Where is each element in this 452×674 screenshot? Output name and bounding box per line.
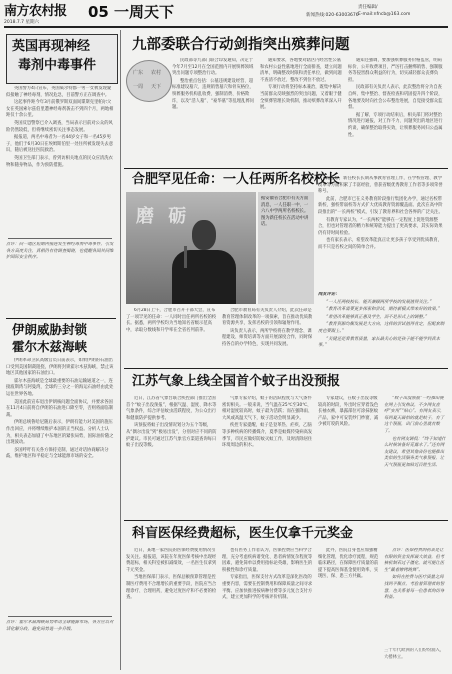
- story-paragraph: 通知要求，各地要对辖区内经营性公墓和农村公益性墓地进行全面排查，建立问题清单，明确整改时限和责任单位，做到问题不查清不放过、整改不到位不放过。: [260, 58, 342, 83]
- sidebar-paragraph: “教育改革需要更多探索和尝试，期待新模式带来好的效果。”: [326, 307, 441, 313]
- story-paragraph: 这起事件距今年3月前俄罗斯双面间谍斯克里帕尔父女在英国索尔兹伯里遭神经毒剂袭击不到四个月，两地相距仅十余公里。: [6, 100, 114, 119]
- story-paragraph: 据报道，两名中毒者为一名44岁女子和一名45岁男子，他们于6月30日在埃姆斯伯里一处住所被发现失去意识，随后被送往医院救治。: [6, 135, 114, 154]
- main-story-col-1: [172, 58, 256, 164]
- jiangsu-col-3: [318, 396, 380, 514]
- story-paragraph: 气象专家介绍，蚊子的活跃程度与天气条件密切相关。一般来说，当气温在25℃至30℃、相对湿度较高时，蚊子最为活跃；而在强降雨、大风或高温天气下，蚊子活动会明显减少。: [222, 396, 313, 421]
- jiangsu-headline: 江苏气象上线全国首个蚊子出没预报: [132, 374, 341, 389]
- story-paragraph: 近日，江苏省气象台联合疾控部门推出全国首个“蚊子出没预报”，根据气温、湿度、降水等气象条件，综合评估蚊虫活跃程度，为公众出行和健康防护提供参考。: [126, 396, 217, 421]
- story-paragraph: 有教育专家认为，“一长两校”能够在一定程度上促进资源整合，但也对管理者的精力和统筹能力提出了更高要求，其实际效果仍有待时间检验。: [318, 217, 443, 236]
- left-headline-1a: 英国再现神经: [12, 39, 91, 54]
- story-paragraph: 据了解，新任校长长期从事教育管理工作，在学校管理、教学改革等方面积累了丰富经验，曾获省级优秀教育工作者等多项荣誉称号。: [318, 176, 443, 195]
- sidebar-paragraph: 点评：医保控费的初衷是让有限的资金发挥最大效益，但考核机制若过于僵化，就可能让医生“戴着镣铐跳舞”。: [384, 548, 445, 573]
- sidebar-paragraph: 如何在控费与医疗质量之间找到平衡点，考验着管理者的智慧，也关系着每一位患者的切身利益。: [384, 575, 445, 601]
- story-paragraph: 近日，某地一家医院的医保经费使用情况引发关注。据报道，该院在年度医保考核中出现经费超标，相关科室被扣减绩效，一名医生仅拿到千元奖金。: [126, 548, 217, 573]
- jiangsu-col-1: [126, 396, 218, 514]
- sidebar-paragraph: 也有网友调侃：“终于知道什么时候该备好花露水了。”还有网友建议，希望其他省份也能推出类似的生活服务类气象预报，让天气预报更加贴近百姓生活。: [384, 436, 446, 468]
- left-headline-2a: 伊朗威胁封锁: [12, 322, 88, 337]
- hefei-headline: 合肥罕见任命：一人任两所名校校长: [132, 172, 341, 187]
- story-paragraph: 伊朗总统鲁哈尼随后表示，伊朗有能力对美国的施压作出回应，并将继续维护本国的正当权益。分析人士认为，相关表态加剧了中东地区的紧张局势，国际油价随之出现波动。: [6, 420, 114, 446]
- footer-caption: 三十年代欧洲的人们纷纷涌入，大楼林立。: [384, 648, 445, 660]
- microphone: [184, 246, 187, 268]
- left-divider-1: [8, 238, 112, 239]
- hefei-photo: [126, 192, 256, 304]
- masthead-date: 2018.7.7 星期六: [4, 20, 39, 25]
- story-paragraph: 霍尔木兹海峡是全球最重要的石油运输通道之一，连接波斯湾与阿曼湾，全球约三分之一的海运石油经由此处运往世界各地。: [6, 378, 114, 397]
- seal-text: 天下: [151, 84, 162, 90]
- section-rule-2: [124, 368, 448, 369]
- science-col-1: [126, 548, 218, 668]
- story-paragraph: 整治重点包括：公墓违规建设经营、超标准建设墓穴、违规销售墓穴和骨灰格位，殡葬服务机构乱收费、强制消费、价格欺诈，以及“活人墓”、“豪华墓”等乱埋乱葬问题。: [172, 78, 254, 111]
- hefei-col-2: [222, 308, 314, 364]
- story-paragraph: 民政部等九部门联合印发通知，决定于今年7月至12月在全国范围内开展殡葬领域突出问题专项整治行动。: [172, 58, 254, 77]
- story-paragraph: 英国卫生部门表示，曾到访相关地点的民众应清洗衣物和随身物品，作为预防措施。: [6, 155, 113, 168]
- sidebar-paragraph: “希望改革能够真正惠及学生，而不是形式上的调整。”: [326, 314, 428, 320]
- story-paragraph: 英国警方4日宣布，英国威尔特郡一男一女被发现疑似接触了神经毒剂，情况危急，目前警方正在调查中。: [6, 86, 112, 98]
- section-title: 一周天下: [114, 3, 175, 21]
- left-editorial-2: 点评：霍尔木兹海峡局势牵动全球能源市场，各方应以对话化解分歧，避免局势进一步升级。: [6, 620, 114, 632]
- speaker-head: [192, 220, 216, 250]
- jiangsu-sidebar: [384, 396, 446, 514]
- photo-background-sign: 磨 砺: [136, 206, 191, 227]
- story-paragraph: 也有家长表示，希望改革能真正让更多孩子享受到优质教育，而不只是名校之间的简单合并。: [318, 238, 443, 250]
- story-paragraph: 此前，合肥市已在义务教育阶段推行集团化办学，通过名校带新校、强校带弱校等方式扩大优质教育资源覆盖面。此次在高中阶段推出的“一长两校”模式，引发了教育界和社会各界的广泛关注。: [318, 196, 443, 215]
- story-paragraph: 多国呼吁有关各方保持克制，通过对话协商解决分歧，维护地区和平稳定与全球能源市场的安全。: [6, 447, 109, 460]
- section-rule-3: [124, 520, 448, 521]
- page-number: 05: [88, 3, 109, 21]
- left-section-rule: [6, 318, 116, 319]
- story-paragraph: 专家建议，在蚊子出没等级较高的时段，外出时应穿着浅色长袖衣裤，暴露部位可涂抹驱蚊产品，家中可安装纱门纱窗，减少被叮咬的风险。: [318, 396, 379, 428]
- left-headline-1b: 毒剂中毒事件: [18, 58, 97, 73]
- email-line: E-mail:nfncb@163.com: [358, 12, 411, 17]
- left-story-1: [6, 86, 114, 236]
- story-paragraph: 民政部有关负责人表示，此次整治将分为自查自纠、集中整治、督查检查和巩固提升四个阶段，各地要及时向社会公布整治进展，自觉接受群众监督。: [348, 85, 443, 111]
- story-paragraph: 当地医保部门表示，医保总额预算管理是控制医疗费用不合理增长的重要手段，医院应当合理诊疗、合理用药，避免过度医疗和不必要的检查。: [126, 575, 217, 601]
- masthead-rule: [4, 26, 448, 28]
- sidebar-paragraph: “蚊子出没预报”一经推出便在网上引发热议，不少网友直呼“实用”“贴心”。有网友表示，每到夏天最怕的就是蚊子，有了这个预报，出门前心里就有数了。: [384, 396, 445, 434]
- story-paragraph: 该预报将蚊子出没情况划分为五个等级，从“偶尔出没”到“极易出没”，分别对应不同的防护建议。市民可通过江苏气象官方渠道查询每日蚊子出没等级。: [126, 423, 217, 449]
- story-paragraph: 此外，医院自身也应加强精细化管理，优化诊疗流程，规范临床路径，在保障医疗质量的前提下提高医保基金使用效率，实现医、保、患三方共赢。: [318, 548, 379, 580]
- science-sidebar: [384, 548, 446, 644]
- story-paragraph: 专家指出，医保支付方式改革是深化医改的重要内容，需要在控制费用和保障质量之间寻求平衡。应加快推进按病种付费等多元复合支付方式，建立更加科学的考核评价机制。: [222, 575, 313, 601]
- left-divider-2: [8, 616, 112, 617]
- seal-text: 广东: [133, 70, 144, 76]
- story-paragraph: 该负责人表示，两所学校将在教学理念、课程建设、师资培训等方面开展深度合作，同时保持各自的办学特色，实现共同发展。: [222, 328, 313, 347]
- story-paragraph: 通知还强调，要加强殡葬服务价格监管，明码标价、公开收费项目，严厉打击捆绑销售、强制服务等侵害群众利益的行为，切实减轻群众丧葬负担。: [348, 58, 443, 83]
- story-paragraph: 美国此前宣布退出伊朗核问题全面协议，并要求各国在11月4日前将自伊朗的石油进口降至零，否则将面临制裁。: [6, 399, 114, 418]
- story-paragraph: 据了解，专项行动结束后，相关部门将对整治情况进行通报，对工作不力、问题突出的地区进行约谈，确保整治取得实效，让殡葬服务回归公益属性。: [348, 112, 443, 138]
- story-paragraph: 疾控专家提醒，蚊子是登革热、疟疾、乙脑等多种疾病的传播媒介，夏季是蚊媒传染病高发季节，市民应做好防蚊灭蚊工作，及时清除居住环境周边的积水。: [222, 423, 313, 449]
- jiangsu-col-2: [222, 396, 314, 514]
- sidebar-paragraph: “一人任两校校长，能否兼顾两所学校的发展值得关注。”: [326, 299, 432, 305]
- left-story-2: [6, 358, 114, 610]
- left-column-rule: [120, 30, 121, 670]
- main-story-col-3: [348, 58, 446, 164]
- story-paragraph: 专项行动将坚持标本兼治，既集中解决当前群众反映强烈的突出问题，又着眼于健全殡葬管理长效机制，推动殡葬改革深入开展。: [260, 85, 342, 111]
- main-story-col-2: [260, 58, 344, 164]
- masthead-logo: 南方农村报: [4, 4, 67, 19]
- left-editorial-1: 点评：同一地区短期内接连发生神经毒剂中毒事件，引发各方高度关注，真相仍有待调查揭晓，也提醒各国共同维护国际安全秩序。: [6, 242, 114, 261]
- story-paragraph: 伊朗革命卫队高级官员日前表示，如果伊朗的石油出口受到美国制裁阻挠，伊朗将封锁霍尔木兹海峡，禁止该地区其他国家的石油出口。: [6, 358, 114, 377]
- story-paragraph: 6月28日上午，合肥市召开干部大会，宣布了一项罕见的任命：一人同时出任两所名校的校长。据悉，两所学校均为当地知名省级示范高中，录取分数线和升学率在全省名列前茅。: [126, 308, 217, 333]
- science-col-2: [222, 548, 314, 668]
- editor-line: 责任编辑/: [358, 5, 378, 10]
- main-headline: 九部委联合行动剑指突出殡葬问题: [132, 36, 350, 53]
- story-paragraph: 英国反恐警察已介入调查，当局表示目前对公众的风险仍然较低，但将继续密切关注事态发展。: [6, 120, 113, 133]
- story-paragraph: 也有医务工作者认为，医保控费应当科学合理，充分考虑疾病谱变化、患者病情复杂程度等因素，避免简单以费用指标论英雄，影响医生的积极性和诊疗质量。: [222, 548, 313, 573]
- section-seal: [126, 60, 172, 102]
- left-headline-2b: 霍尔木兹海峡: [12, 339, 88, 354]
- hefei-sidebar: [318, 292, 446, 364]
- sidebar-paragraph: “教育资源均衡发展是大方向，这样的尝试值得肯定，但配套制度也要跟上。”: [318, 322, 445, 334]
- sidebar-paragraph: 网友评论：: [318, 292, 340, 297]
- hefei-caption: 据安徽省合肥市有关方面消息，一人任职一中、一六八中学两所名校校长。图为新任校长在活动中讲话。: [261, 196, 309, 228]
- seal-text: 农村: [151, 70, 162, 76]
- story-paragraph: 合肥市教育局有关负责人介绍，此次任命是教育管理体制改革的一项探索，旨在推动优质教育资源共享，发挥名校的引领和辐射作用。: [222, 308, 313, 327]
- science-col-3: [318, 548, 380, 668]
- speaker-body: [172, 250, 236, 304]
- sidebar-paragraph: “关键还是看教育质量，家长最关心的是孩子能不能学到真本事。”: [318, 336, 440, 349]
- phone-line: 新闻热线:020-63003676: [306, 13, 359, 18]
- hefei-col-3: [318, 176, 446, 288]
- hefei-col-1: [126, 308, 218, 364]
- seal-text: 一周: [133, 84, 144, 90]
- section-rule-1: [124, 168, 448, 169]
- science-headline: 科盲医保经费超标，医生仅拿千元奖金: [132, 526, 354, 541]
